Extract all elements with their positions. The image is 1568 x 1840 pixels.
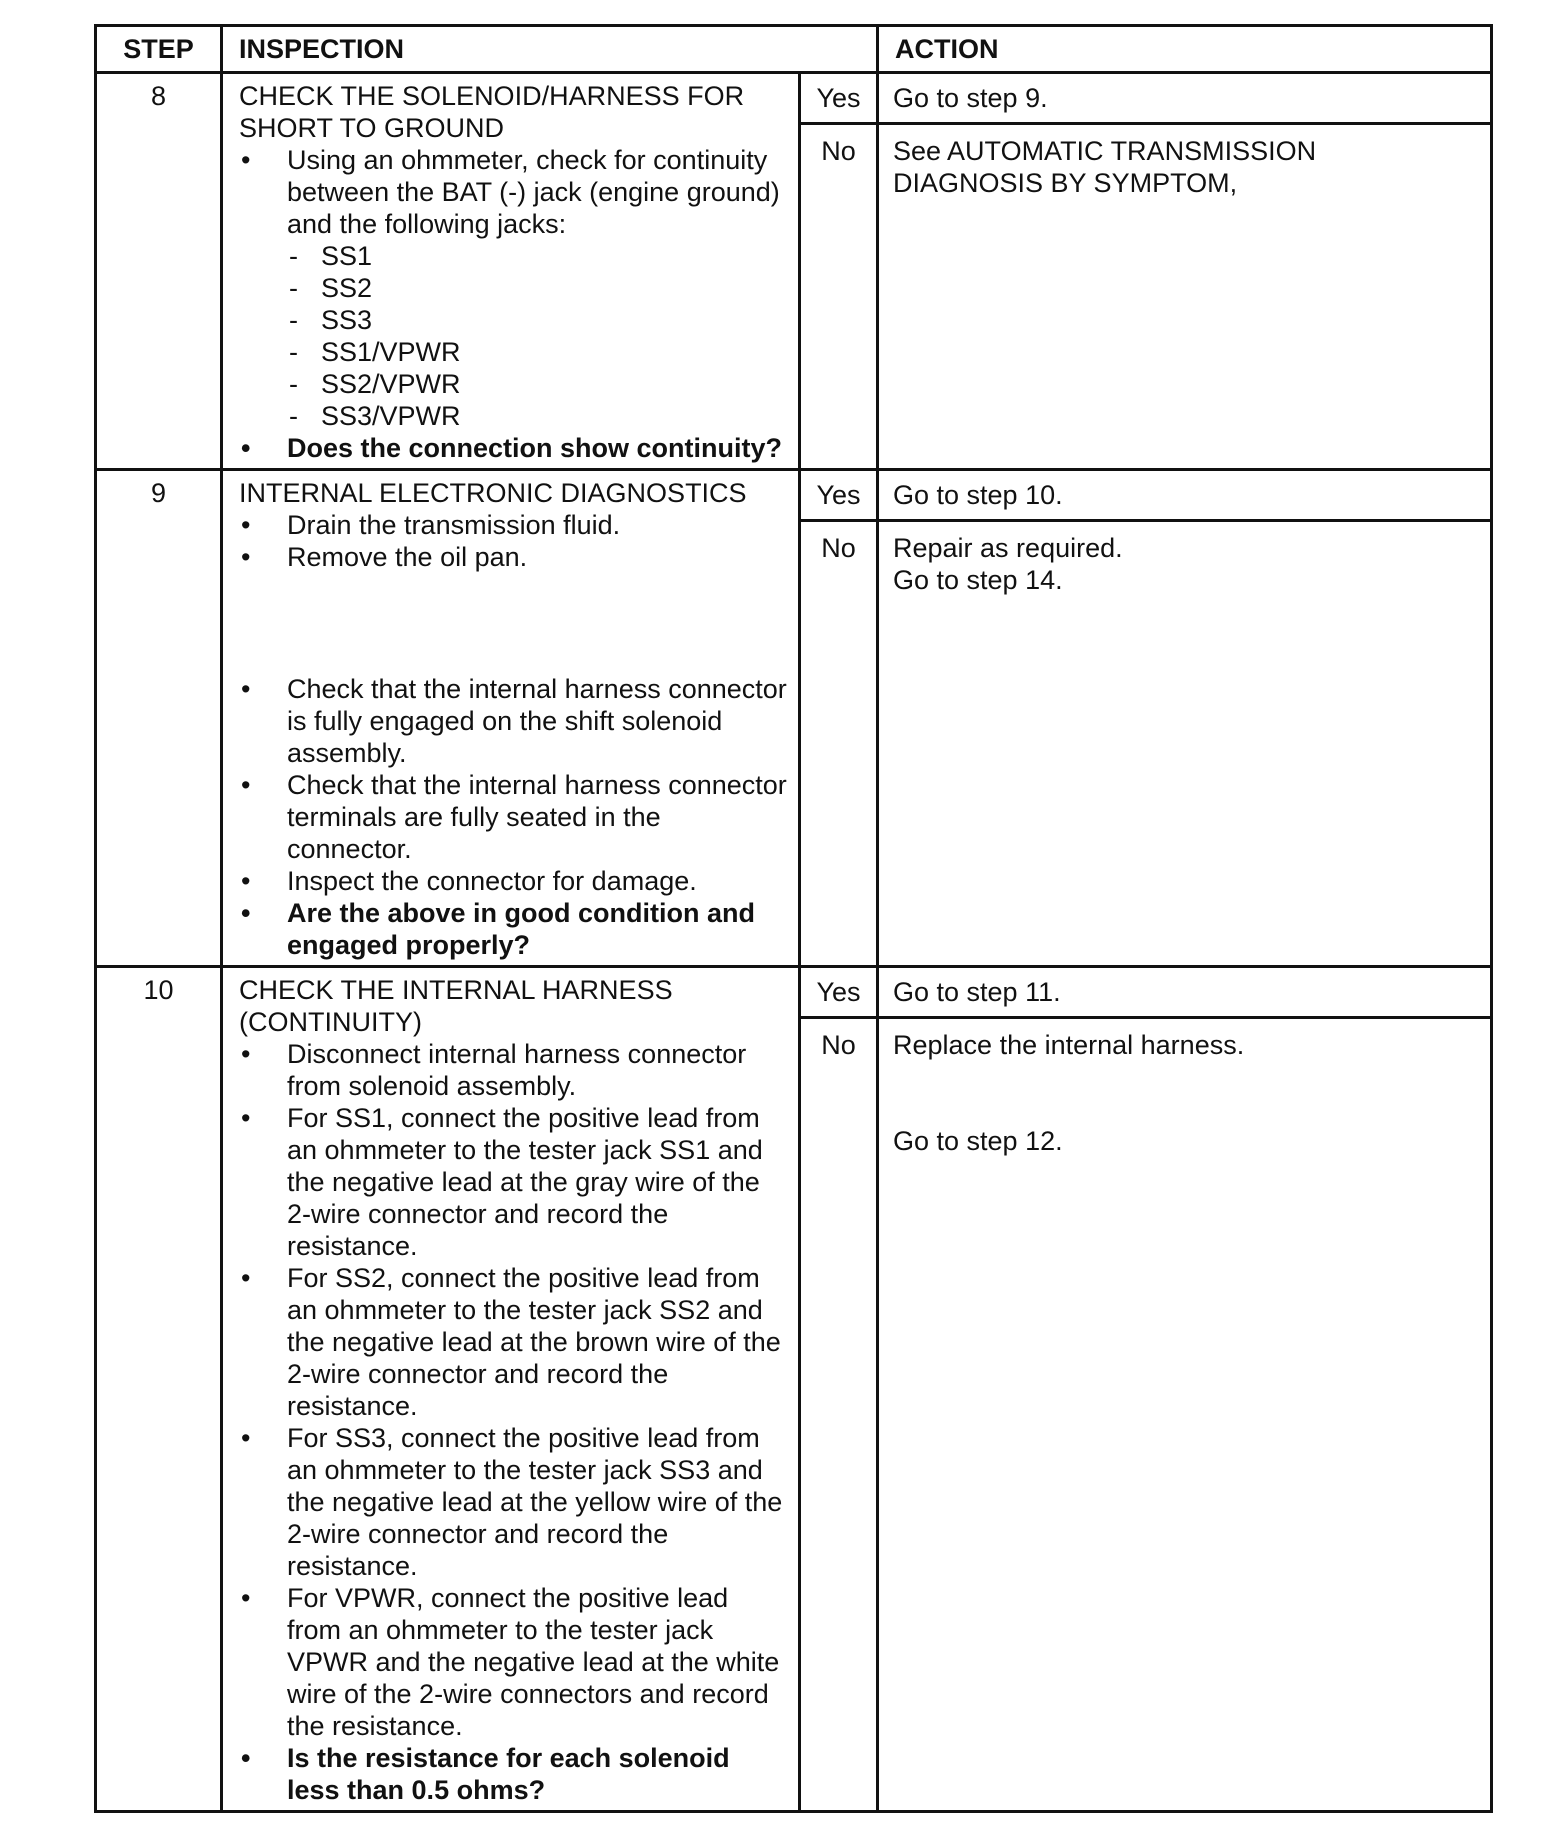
no-action-text: DIAGNOSIS BY SYMPTOM, <box>893 168 1238 198</box>
no-action-text: Go to step 12. <box>893 1126 1063 1156</box>
jack-item: - SS3/VPWR <box>287 400 788 432</box>
yes-label: Yes <box>800 967 878 1018</box>
step-number: 10 <box>96 967 222 1812</box>
question-item: • Does the connection show continuity? <box>239 432 788 464</box>
question-item: • Are the above in good condition and engaged properly? <box>239 897 788 961</box>
step-number: 9 <box>96 470 222 967</box>
inspection-title: INTERNAL ELECTRONIC DIAGNOSTICS <box>239 478 747 508</box>
jack-item: - SS2 <box>287 272 788 304</box>
no-action-text: See AUTOMATIC TRANSMISSION <box>893 136 1317 166</box>
list-item: • Check that the internal harness connector is fully engaged on the shift solenoid assembly. <box>239 673 788 769</box>
bullet-list <box>239 673 788 961</box>
list-item: • Remove the oil pan. <box>239 541 788 573</box>
spacer <box>893 1061 1476 1125</box>
step-header: STEP <box>96 26 222 73</box>
spacer <box>239 573 788 673</box>
table-row <box>96 967 1492 1018</box>
no-action-text: Go to step 14. <box>893 565 1063 595</box>
no-label: No <box>800 124 878 470</box>
table-row <box>96 73 1492 124</box>
list-item: • For VPWR, connect the positive lead from an ohmmeter to the tester jack VPWR and the negative lead at the white wire of the 2-wire connectors and record the resistance. <box>239 1582 788 1742</box>
diagnostic-table <box>94 24 1493 1813</box>
yes-action: Go to step 11. <box>878 967 1492 1018</box>
jack-item: - SS1/VPWR <box>287 336 788 368</box>
step-number: 8 <box>96 73 222 470</box>
bullet-list <box>239 509 788 573</box>
no-label: No <box>800 521 878 967</box>
action-header <box>878 26 1492 73</box>
inspection-cell <box>222 967 800 1812</box>
inspection-title: (CONTINUITY) <box>239 1007 422 1037</box>
inspection-header-label: INSPECTION <box>239 34 405 64</box>
list-item: • Drain the transmission fluid. <box>239 509 788 541</box>
list-item: • For SS2, connect the positive lead from an ohmmeter to the tester jack SS2 and the negative lead at the brown wire of the 2-wire connector and record the resistance. <box>239 1262 788 1422</box>
question-item: • Is the resistance for each solenoid less than 0.5 ohms? <box>239 1742 788 1806</box>
no-action <box>878 521 1492 967</box>
inspection-cell <box>222 470 800 967</box>
yes-label: Yes <box>800 470 878 521</box>
header-row <box>96 26 1492 73</box>
yes-label: Yes <box>800 73 878 124</box>
inspection-cell <box>222 73 800 470</box>
list-item: • For SS1, connect the positive lead from an ohmmeter to the tester jack SS1 and the negative lead at the gray wire of the 2-wire connector and record the resistance. <box>239 1102 788 1262</box>
jack-item: - SS1 <box>287 240 788 272</box>
list-item: • For SS3, connect the positive lead from an ohmmeter to the tester jack SS3 and the negative lead at the yellow wire of the 2-wire connector and record the resistance. <box>239 1422 788 1582</box>
no-action <box>878 124 1492 470</box>
yes-action: Go to step 9. <box>878 73 1492 124</box>
no-label: No <box>800 1018 878 1812</box>
table-row <box>96 470 1492 521</box>
jack-item: - SS3 <box>287 304 788 336</box>
inspection-title: CHECK THE INTERNAL HARNESS <box>239 975 673 1005</box>
inspection-header <box>222 26 878 73</box>
bullet-text: Using an ohmmeter, check for continuity between the BAT (-) jack (engine ground) and the following jacks: <box>287 145 780 239</box>
inspection-title: SHORT TO GROUND <box>239 113 505 143</box>
bullet-list <box>239 144 788 464</box>
no-action-text: Replace the internal harness. <box>893 1030 1245 1060</box>
list-item: • Inspect the connector for damage. <box>239 865 788 897</box>
list-item: • Disconnect internal harness connector from solenoid assembly. <box>239 1038 788 1102</box>
list-item: • Check that the internal harness connector terminals are fully seated in the connector. <box>239 769 788 865</box>
bullet-list <box>239 1038 788 1806</box>
no-action-text: Repair as required. <box>893 533 1123 563</box>
list-item <box>239 144 788 432</box>
jack-item: - SS2/VPWR <box>287 368 788 400</box>
yes-action: Go to step 10. <box>878 470 1492 521</box>
inspection-title: CHECK THE SOLENOID/HARNESS FOR <box>239 81 745 111</box>
action-header-label: ACTION <box>895 34 999 64</box>
no-action <box>878 1018 1492 1812</box>
jack-list <box>287 240 788 432</box>
